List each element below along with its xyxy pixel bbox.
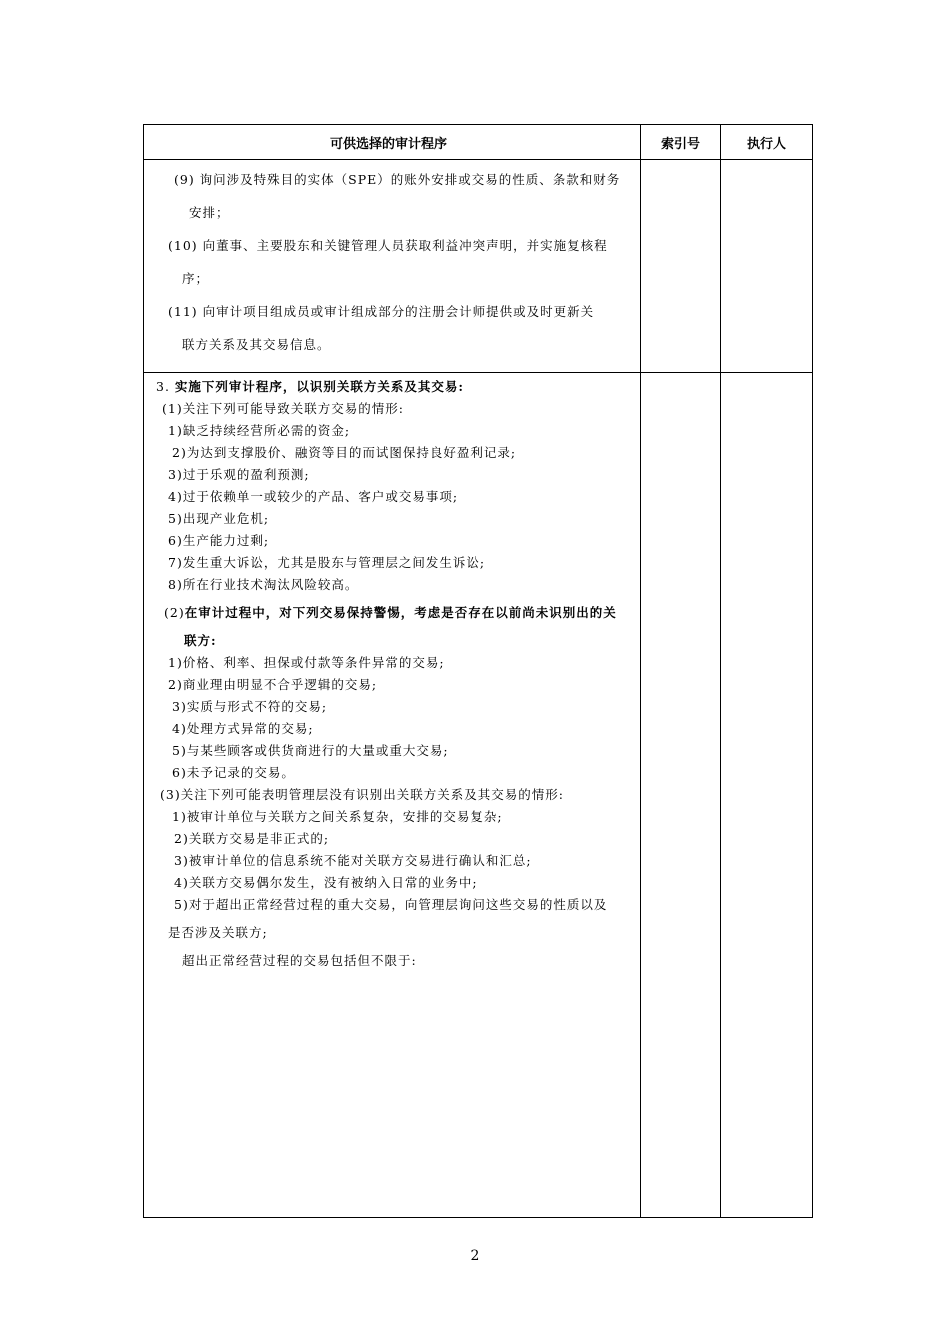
list-item: (11) 向审计项目组成员或审计组成部分的注册会计师提供或及时更新关 bbox=[168, 304, 595, 319]
list-item: 6)生产能力过剩; bbox=[168, 533, 270, 548]
list-item bbox=[164, 603, 660, 621]
list-item: 3)过于乐观的盈利预测; bbox=[168, 467, 310, 482]
list-item: 联方关系及其交易信息。 bbox=[182, 337, 331, 352]
table-header-row bbox=[144, 125, 813, 160]
list-item: 2)关联方交易是非正式的; bbox=[174, 831, 330, 846]
header-index: 索引号 bbox=[641, 125, 721, 160]
list-item: 3)实质与形式不符的交易; bbox=[172, 699, 328, 714]
list-item: 6)未予记录的交易。 bbox=[172, 765, 295, 780]
header-executor: 执行人 bbox=[721, 125, 813, 160]
list-item: 是否涉及关联方; bbox=[168, 925, 268, 940]
list-item: (1)关注下列可能导致关联方交易的情形: bbox=[162, 401, 404, 416]
list-item: 5)出现产业危机; bbox=[168, 511, 270, 526]
header-procedure: 可供选择的审计程序 bbox=[144, 125, 641, 160]
section-heading-number: 3. bbox=[156, 379, 170, 394]
list-item: 4)过于依赖单一或较少的产品、客户或交易事项; bbox=[168, 489, 459, 504]
list-item: 3)被审计单位的信息系统不能对关联方交易进行确认和汇总; bbox=[174, 853, 532, 868]
audit-procedures-table bbox=[143, 124, 813, 1218]
subsection-number: (2) bbox=[164, 605, 185, 620]
list-item: 序； bbox=[182, 271, 210, 286]
executor-cell bbox=[721, 373, 813, 1218]
subsection-text: 在审计过程中，对下列交易保持警惕，考虑是否存在以前尚未识别出的关 bbox=[184, 605, 617, 620]
list-item: 安排； bbox=[189, 205, 230, 220]
page-number: 2 bbox=[470, 1248, 480, 1264]
table-row bbox=[144, 373, 813, 1218]
list-item: (9) 询问涉及特殊目的实体（SPE）的账外安排或交易的性质、条款和财务 bbox=[174, 172, 621, 187]
section-heading-text: 实施下列审计程序，以识别关联方关系及其交易: bbox=[174, 379, 465, 394]
list-item: 联方: bbox=[184, 633, 217, 648]
list-item: 4)处理方式异常的交易; bbox=[172, 721, 314, 736]
list-item: (3)关注下列可能表明管理层没有识别出关联方关系及其交易的情形: bbox=[160, 787, 564, 802]
list-item: 4)关联方交易偶尔发生，没有被纳入日常的业务中; bbox=[174, 875, 478, 890]
list-item: 5)与某些顾客或供货商进行的大量或重大交易; bbox=[172, 743, 449, 758]
list-item: 5)对于超出正常经营过程的重大交易，向管理层询问这些交易的性质以及 bbox=[174, 897, 608, 912]
section-heading bbox=[156, 377, 652, 395]
list-item: 超出正常经营过程的交易包括但不限于: bbox=[182, 953, 417, 968]
list-item: 2)商业理由明显不合乎逻辑的交易; bbox=[168, 677, 378, 692]
table-row bbox=[144, 160, 813, 373]
executor-cell bbox=[721, 160, 813, 373]
procedure-cell bbox=[144, 160, 641, 373]
procedure-cell bbox=[144, 373, 641, 1218]
list-item: 1)价格、利率、担保或付款等条件异常的交易; bbox=[168, 655, 445, 670]
list-item: 7)发生重大诉讼，尤其是股东与管理层之间发生诉讼; bbox=[168, 555, 486, 570]
list-item: 8)所在行业技术淘汰风险较高。 bbox=[168, 577, 359, 592]
list-item: 1)被审计单位与关联方之间关系复杂，安排的交易复杂; bbox=[172, 809, 503, 824]
list-item: 1)缺乏持续经营所必需的资金; bbox=[168, 423, 351, 438]
list-item: 2)为达到支撑股价、融资等目的而试图保持良好盈利记录; bbox=[172, 445, 517, 460]
list-item: (10) 向董事、主要股东和关键管理人员获取利益冲突声明，并实施复核程 bbox=[168, 238, 608, 253]
